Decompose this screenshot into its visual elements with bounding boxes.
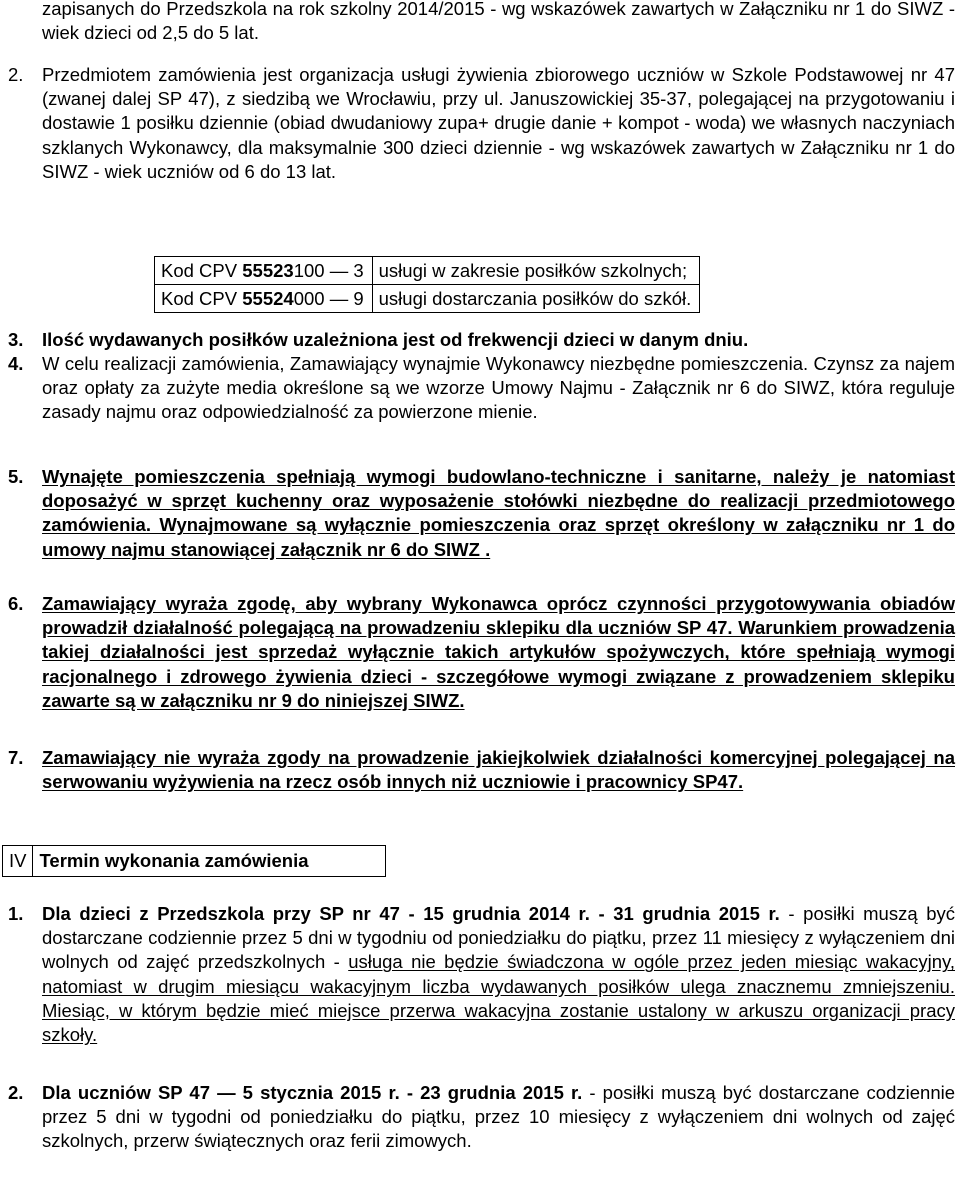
item-2-text: Przedmiotem zamówienia jest organizacja usługi żywienia zbiorowego uczniów w Szkole Podstawowej nr 47 (zwanej dalej SP 47), z siedzibą we Wrocławiu, przy ul. Januszowickiej 35-37, polegającej na przygotowaniu i dostawie 1 posiłku dziennie (obiad dwudaniowy zupa+ drugie danie + kompot - woda) we własnych naczyniach szklanych Wykonawcy, dla maksymalnie 300 dzieci dziennie - wg wskazówek zawartych w Załączniku nr 1 do SIWZ - wiek uczniów od 6 do 13 lat. [42,64,955,182]
item-6 [8,592,955,713]
item-7 [8,746,955,794]
item-7-number: 7. [8,747,24,768]
cpv-prefix: Kod CPV [161,259,243,281]
item-5-text: Wynajęte pomieszczenia spełniają wymogi budowlano-techniczne i sanitarne, należy je natomiast doposażyć w sprzęt kuchenny oraz wyposażenie stołówki niezbędne do realizacji przedmiotowego zamówienia. Wynajmowane są wyłącznie pomieszczenia oraz sprzęt określony w załączniku nr 1 do umowy najmu stanowiącej załącznik nr 6 do SIWZ . [42,466,955,560]
item-2-number: 2. [8,64,24,85]
cpv-row [155,257,700,285]
cpv-desc-cell: usługi w zakresie posiłków szkolnych; [372,257,700,285]
term-2 [8,1081,956,1154]
cpv-code-bold: 55523 [242,259,294,281]
item-4-text: W celu realizacji zamówienia, Zamawiający wynajmie Wykonawcy niezbędne pomieszczenia. Czynsz za najem oraz opłaty za zużyte media określone są we wzorze Umowy Najmu - Załącznik nr 6 do SIWZ, która reguluje zasady najmu oraz odpowiedzialność za powierzone mienie. [42,353,955,423]
section-heading-table [2,845,386,877]
cpv-desc-cell: usługi dostarczania posiłków do szkół. [372,285,700,313]
section-title-text: Termin wykonania zamówienia [39,850,309,871]
term-1-number: 1. [8,903,24,924]
term-1-plain: - posiłki muszą być dostarczane codziennie przez 5 dni w tygodniu od poniedziałku do piątku, przez 11 miesięcy z wyłączeniem dni wolnych od zajęć przedszkolnych - [42,903,956,973]
item-3 [8,328,955,352]
term-1-underlined: usługa nie będzie świadczona w ogóle przez jeden miesiąc wakacyjny, natomiast w drugim miesiącu wakacyjnym liczba wydawanych posiłków ulega znacznemu zmniejszeniu. Miesiąc, w którym będzie mieć miejsce przerwa wakacyjna zostanie ustalony w arkuszu organizacji pracy szkoły. [42,951,955,1046]
item-7-text: Zamawiający nie wyraża zgody na prowadzenie jakiejkolwiek działalności komercyjnej polegającej na serwowaniu wyżywienia na rzecz osób innych niż uczniowie i pracownicy SP47. [42,747,955,793]
section-roman: IV [3,846,33,877]
term-2-plain: - posiłki muszą być dostarczane codziennie przez 5 dni w tygodni od poniedziałku do piątku, przez 10 miesięcy z wyłączeniem dni wolnych od zajęć szkolnych, przerw świątecznych oraz ferii zimowych. [42,1082,956,1152]
intro-paragraph [42,0,955,45]
item-3-text: Ilość wydawanych posiłków uzależniona jest od frekwencji dzieci w danym dniu. [42,329,749,350]
item-4-number: 4. [8,353,24,374]
term-2-bold: Dla uczniów SP 47 — 5 stycznia 2015 r. - 23 grudnia 2015 r. [42,1082,583,1103]
term-2-number: 2. [8,1082,24,1103]
cpv-table [154,256,700,313]
cpv-code-rest: 000 — 9 [293,287,364,309]
item-2 [8,63,955,184]
item-3-number: 3. [8,329,24,350]
item-4 [8,352,955,425]
section-title [33,846,386,877]
term-1-bold: Dla dzieci z Przedszkola przy SP nr 47 - 15 grudnia 2014 r. - 31 grudnia 2015 r. [42,903,780,924]
cpv-code-bold: 55524 [242,287,294,309]
item-5 [8,465,955,562]
term-1 [8,902,956,1047]
item-6-text: Zamawiający wyraża zgodę, aby wybrany Wykonawca oprócz czynności przygotowywania obiadów prowadził działalność polegającą na prowadzeniu sklepiku dla uczniów SP 47. Warunkiem prowadzenia takiej działalności jest sprzedaż wyłącznie takich artykułów spożywczych, które spełniają wymogi racjonalnego i zdrowego żywienia dzieci - szczegółowe wymogi związane z prowadzeniem sklepiku zawarte są w załączniku nr 9 do niniejszej SIWZ. [42,593,955,711]
cpv-code-cell [155,285,373,313]
cpv-row [155,285,700,313]
cpv-code-rest: 100 — 3 [293,259,364,281]
item-5-number: 5. [8,466,24,487]
cpv-prefix: Kod CPV [161,287,243,309]
item-6-number: 6. [8,593,24,614]
cpv-code-cell [155,257,373,285]
intro-text: zapisanych do Przedszkola na rok szkolny 2014/2015 - wg wskazówek zawartych w Załączniku nr 1 do SIWZ - wiek dzieci od 2,5 do 5 lat. [42,0,955,44]
